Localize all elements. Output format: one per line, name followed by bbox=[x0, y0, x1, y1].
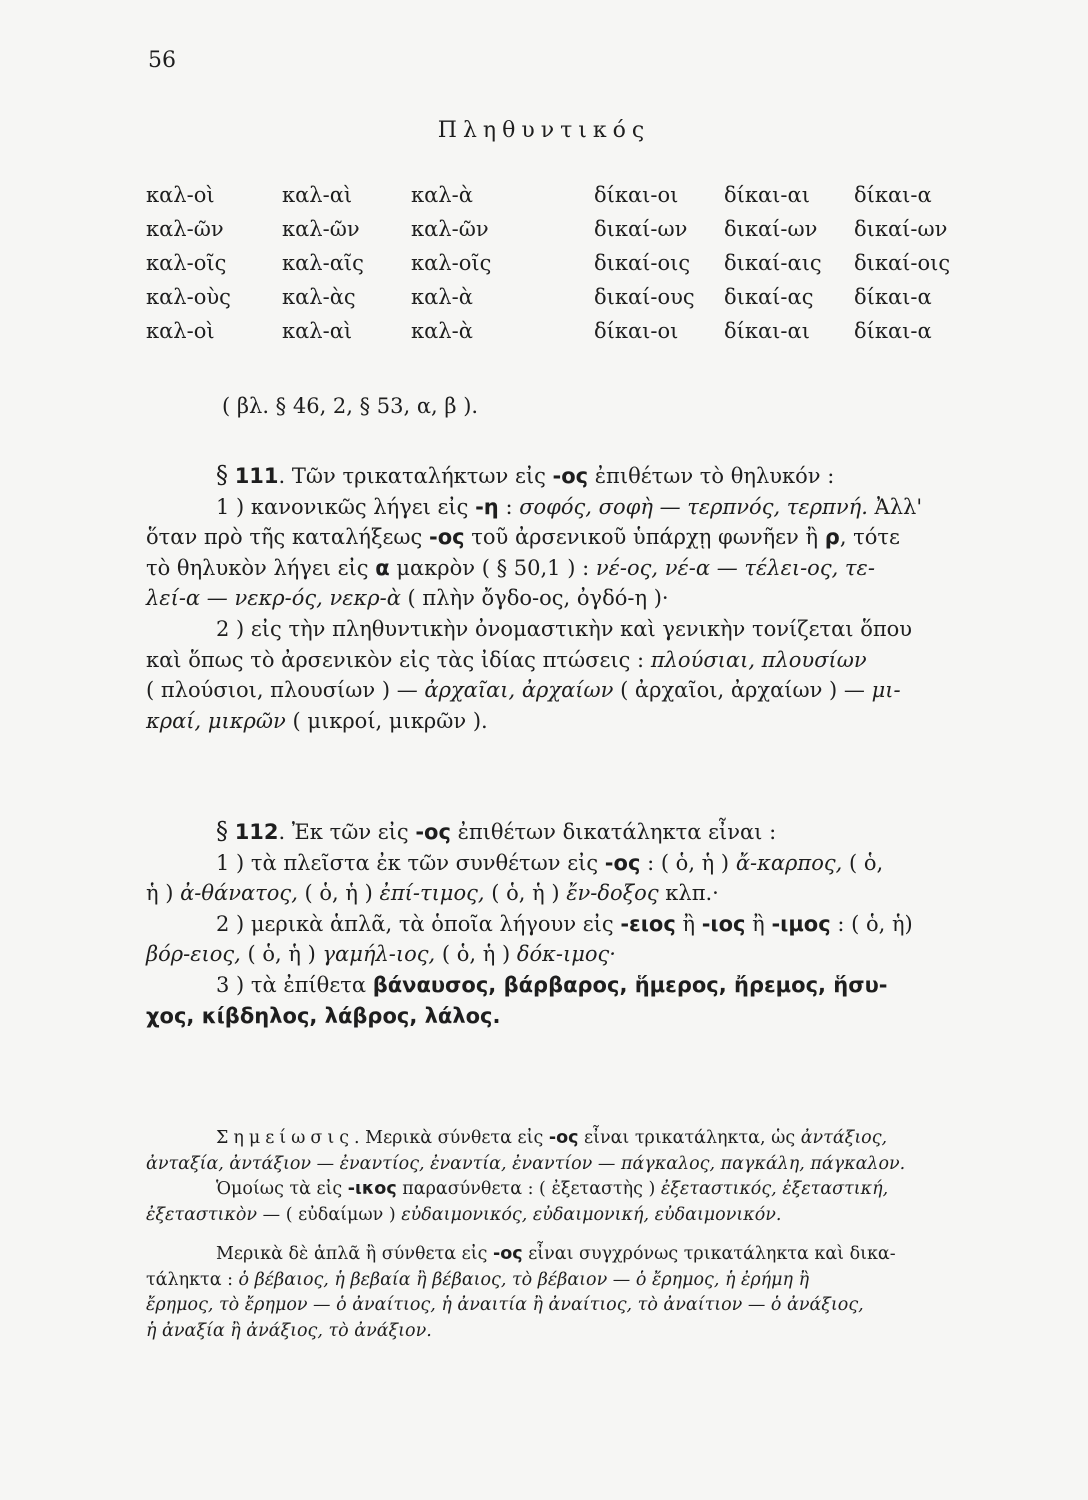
italic-text: πλούσιαι, πλουσίων bbox=[650, 647, 867, 672]
bold-text: -η bbox=[475, 494, 499, 519]
italic-text: ὁ βέβαιος, ἡ βεβαία ἢ βέβαιος, τὸ βέβαιον — ὁ ἔρημος, ἡ ἐρήμη ἢ bbox=[238, 1269, 810, 1290]
text-line bbox=[146, 878, 982, 909]
declension-cell: δίκαι-α bbox=[854, 285, 932, 309]
note-line bbox=[146, 1152, 982, 1178]
note-line bbox=[146, 1242, 982, 1268]
bold-text: -ος bbox=[604, 850, 641, 875]
text-run: 2 ) εἰς τὴν πληθυντικὴν ὀνομαστικὴν καὶ γενικὴν τονίζεται ὅπου bbox=[216, 616, 913, 641]
bold-text: -ος bbox=[429, 525, 465, 550]
declension-cell: δίκαι-αι bbox=[724, 183, 810, 207]
declension-cell: καλ-αὶ bbox=[282, 183, 353, 207]
text-run: καὶ ὅπως τὸ ἀρσενικὸν εἰς τὰς ἰδίας πτώσεις : bbox=[146, 647, 651, 672]
italic-text: ἐξεταστικός, ἐξεταστική, bbox=[660, 1179, 889, 1199]
text-run: ( ἀρχαῖοι, ἀρχαίων ) — bbox=[613, 678, 872, 703]
declension-cell: δικαί-αις bbox=[724, 251, 822, 275]
text-run: εἶναι τρικατάληκτα, ὡς bbox=[578, 1128, 801, 1148]
declension-cell: καλ-ῶν bbox=[411, 217, 489, 241]
declension-cell: δικαί-οις bbox=[854, 251, 951, 275]
bold-text: βάναυσος, βάρβαρος, ἥμερος, ἤρεμος, ἥσυ- bbox=[372, 972, 888, 997]
text-run: ( πλούσιοι, πλουσίων ) — bbox=[146, 678, 425, 703]
italic-text: ἀντάξιος, bbox=[800, 1128, 888, 1148]
italic-text: ἡ ἀναξία ἢ ἀνάξιος, τὸ ἀνάξιον. bbox=[146, 1320, 432, 1341]
text-run: κλπ.· bbox=[658, 881, 719, 906]
bold-text: -ος bbox=[548, 1128, 579, 1148]
italic-text: ἔρημος, τὸ ἔρημον — ὁ ἀναίτιος, ἡ ἀναιτία ἢ ἀναίτιος, τὸ ἀναίτιον — ὁ ἀνάξιος, bbox=[146, 1295, 864, 1315]
text-run: : bbox=[498, 494, 520, 519]
section-number: 112 bbox=[234, 820, 279, 844]
declension-cell: δικαί-ων bbox=[724, 217, 818, 241]
note-line bbox=[146, 1293, 982, 1319]
section-111 bbox=[146, 460, 982, 736]
declension-cell: καλ-οῖς bbox=[146, 251, 227, 275]
italic-text: ἐπί-τιμος, bbox=[379, 881, 485, 906]
declension-cell: δίκαι-αι bbox=[724, 319, 810, 343]
text-run: παρασύνθετα : ( ἐξεταστὴς ) bbox=[396, 1179, 661, 1199]
bold-text: χος, κίβδηλος, λάβρος, λάλος. bbox=[146, 1003, 501, 1028]
declension-cell: δικαί-οις bbox=[594, 251, 691, 275]
text-run: τὸ θηλυκὸν λήγει εἰς bbox=[146, 555, 376, 580]
bold-text: -ος bbox=[552, 464, 589, 488]
text-run: Ὁμοίως τὰ εἰς bbox=[216, 1179, 348, 1199]
declension-cell: καλ-οὶ bbox=[146, 183, 215, 207]
italic-text: ἀρχαῖαι, ἀρχαίων bbox=[424, 678, 614, 703]
bold-text: -ος bbox=[492, 1244, 523, 1264]
text-run: ὅταν πρὸ τῆς καταλήξεως bbox=[146, 525, 429, 550]
text-line bbox=[146, 522, 982, 553]
italic-text: ἐξεταστικὸν bbox=[146, 1204, 258, 1225]
text-run: ἐπιθέτων δικατάληκτα εἶναι : bbox=[450, 820, 777, 844]
declension-cell: δικαί-ων bbox=[854, 217, 948, 241]
notes-paragraph-1 bbox=[146, 1126, 982, 1228]
text-line bbox=[146, 460, 982, 492]
text-line bbox=[146, 492, 982, 523]
text-run: 1 ) κανονικῶς λήγει εἰς bbox=[216, 494, 476, 519]
declension-cell: δικαί-ους bbox=[594, 285, 695, 309]
italic-text: λεί-α — νεκρ-ός, νεκρ-ὰ bbox=[146, 586, 401, 611]
text-run: : ( ὁ, ἡ) bbox=[830, 911, 913, 936]
notes-paragraph-2 bbox=[146, 1242, 982, 1344]
italic-text: ἔν-δοξος bbox=[566, 881, 659, 906]
bold-text: ρ bbox=[824, 525, 840, 550]
text-run: Μερικὰ δὲ ἁπλᾶ ἢ σύνθετα εἰς bbox=[216, 1244, 493, 1264]
text-run: — ( εὐδαίμων ) bbox=[257, 1204, 402, 1225]
text-line bbox=[146, 848, 982, 879]
note-line bbox=[146, 1126, 982, 1152]
text-run: ( ὁ, ἡ ) bbox=[484, 881, 567, 906]
italic-text: νέ-ος, νέ-α — τέλει-ος, τε- bbox=[595, 555, 875, 580]
note-line bbox=[146, 1203, 982, 1229]
declension-cell: δικαί-ων bbox=[594, 217, 688, 241]
text-run: ( μικροί, μικρῶν ). bbox=[285, 708, 488, 733]
bold-text: -ειος bbox=[620, 911, 676, 936]
italic-text: σοφός, σοφὴ — τερπνός, τερπνή. bbox=[519, 494, 868, 519]
declension-cell: δίκαι-οι bbox=[594, 319, 679, 343]
bold-text: -ιμος bbox=[771, 911, 831, 936]
text-line bbox=[146, 1001, 982, 1032]
text-run: , τότε bbox=[839, 525, 900, 550]
text-line bbox=[146, 614, 982, 645]
italic-text: ἄ-καρπος, bbox=[735, 850, 843, 875]
declension-cell: καλ-αὶ bbox=[282, 319, 353, 343]
italic-text: κραί, μικρῶν bbox=[146, 708, 286, 733]
text-run: : ( ὁ, ἡ ) bbox=[640, 850, 736, 875]
italic-text: ἀ-θάνατος, bbox=[180, 881, 298, 906]
italic-text: ἀνταξία, ἀντάξιον — ἐναντίος, ἐναντία, ἐναντίον — πάγκαλος, παγκάλη, πάγκαλον. bbox=[146, 1153, 906, 1174]
text-run: ( ὁ, ἡ ) bbox=[297, 881, 380, 906]
text-line bbox=[146, 970, 982, 1001]
declension-cell: καλ-αῖς bbox=[282, 251, 364, 275]
text-line bbox=[146, 583, 982, 614]
text-line bbox=[146, 909, 982, 940]
declension-cell: καλ-οῖς bbox=[411, 251, 492, 275]
text-line bbox=[146, 553, 982, 584]
text-run: . Μερικὰ σύνθετα εἰς bbox=[354, 1128, 549, 1148]
text-line bbox=[146, 706, 982, 737]
text-run: ἐπιθέτων τὸ θηλυκόν : bbox=[588, 464, 835, 488]
text-line bbox=[146, 645, 982, 676]
notes-block bbox=[146, 1126, 982, 1344]
section-heading: Πληθυντικός bbox=[437, 118, 651, 143]
italic-text: γαμήλ-ιος, bbox=[322, 942, 436, 967]
text-run: 2 ) μερικὰ ἁπλᾶ, τὰ ὁποῖα λήγουν εἰς bbox=[216, 911, 621, 936]
note-line bbox=[146, 1177, 982, 1203]
text-line bbox=[146, 816, 982, 848]
page-number: 56 bbox=[148, 48, 176, 73]
italic-text: εὐδαιμονικός, εὐδαιμονική, εὐδαιμονικόν. bbox=[401, 1204, 782, 1225]
text-run: τοῦ ἀρσενικοῦ ὑπάρχῃ φωνῆεν ἢ bbox=[464, 525, 825, 550]
bold-text: -ικος bbox=[347, 1179, 397, 1199]
declension-reference: ( βλ. § 46, 2, § 53, α, β ). bbox=[222, 394, 479, 418]
text-run: ἢ bbox=[745, 911, 772, 936]
text-run: ἢ bbox=[675, 911, 702, 936]
declension-cell: δίκαι-α bbox=[854, 319, 932, 343]
text-run: μακρὸν ( § 50,1 ) : bbox=[389, 555, 596, 580]
italic-text: βόρ-ειος, bbox=[146, 942, 241, 967]
bold-text: -ιος bbox=[701, 911, 746, 936]
text-run: . Τῶν τρικαταλήκτων εἰς bbox=[278, 464, 553, 488]
text-run: ( ὁ, ἡ ) bbox=[240, 942, 323, 967]
note-label: Σημείωσις bbox=[216, 1128, 355, 1148]
declension-cell: καλ-οὶ bbox=[146, 319, 215, 343]
declension-cell: δίκαι-α bbox=[854, 183, 932, 207]
bold-text: -ος bbox=[415, 820, 451, 844]
declension-cell: καλ-ὰς bbox=[282, 285, 356, 309]
declension-cell: καλ-ῶν bbox=[282, 217, 360, 241]
text-run: ( πλὴν ὄγδο-ος, ὀγδό-η )· bbox=[400, 586, 669, 611]
text-run: ἡ ) bbox=[146, 881, 181, 906]
note-line bbox=[146, 1268, 982, 1294]
note-line bbox=[146, 1319, 982, 1345]
text-run: ( ὁ, bbox=[842, 850, 884, 875]
bold-text: α bbox=[375, 555, 390, 580]
declension-cell: καλ-οὺς bbox=[146, 285, 231, 309]
section-number: 111 bbox=[234, 464, 279, 488]
section-mark: § bbox=[216, 461, 228, 489]
declension-cell: καλ-ὰ bbox=[411, 285, 473, 309]
text-run: . Ἐκ τῶν εἰς bbox=[278, 820, 416, 844]
italic-text: μι- bbox=[871, 678, 901, 703]
declension-cell: καλ-ὰ bbox=[411, 319, 473, 343]
text-line bbox=[146, 675, 982, 706]
declension-cell: καλ-ῶν bbox=[146, 217, 224, 241]
text-line bbox=[146, 939, 982, 970]
text-run: 1 ) τὰ πλεῖστα ἐκ τῶν συνθέτων εἰς bbox=[216, 850, 605, 875]
text-run: τάληκτα : bbox=[146, 1269, 239, 1290]
text-run: ( ὁ, ἡ ) bbox=[435, 942, 517, 967]
text-run: 3 ) τὰ ἐπίθετα bbox=[216, 972, 373, 997]
section-mark: § bbox=[216, 817, 228, 845]
declension-cell: δικαί-ας bbox=[724, 285, 814, 309]
section-112 bbox=[146, 816, 982, 1031]
text-run: Ἀλλ' bbox=[867, 494, 923, 519]
declension-cell: δίκαι-οι bbox=[594, 183, 679, 207]
text-run: εἶναι συγχρόνως τρικατάληκτα καὶ δικα- bbox=[522, 1244, 896, 1264]
declension-cell: καλ-ὰ bbox=[411, 183, 473, 207]
italic-text: δόκ-ιμος· bbox=[516, 942, 616, 967]
